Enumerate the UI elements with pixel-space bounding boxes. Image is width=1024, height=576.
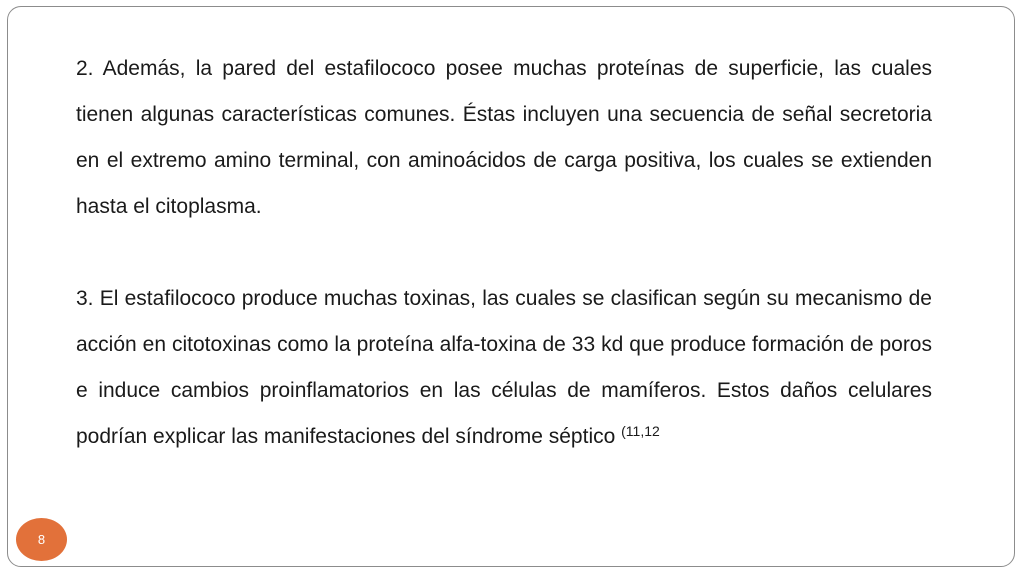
paragraph-2-text: 2. Además, la pared del estafilococo posee muchas proteínas de superficie, las cuales tienen algunas características comunes. Éstas incluyen una secuencia de señal secretoria en el extremo amino terminal, con aminoácidos de carga positiva, los cuales se extienden hasta el citoplasma. [76, 57, 932, 218]
paragraph-3 [76, 276, 932, 460]
page-number: 8 [37, 532, 46, 547]
slide-content [76, 46, 932, 460]
paragraph-3-text: 3. El estafilococo produce muchas toxinas, las cuales se clasifican según su mecanismo de acción en citotoxinas como la proteína alfa-toxina de 33 kd que produce formación de poros e induce cambios proinflamatorios en las células de mamíferos. Estos daños celulares podrían explicar las manifestaciones del síndrome séptico [76, 287, 932, 448]
paragraph-2 [76, 46, 932, 230]
page-number-badge [16, 518, 67, 561]
citation-superscript: (11,12 [621, 423, 660, 439]
